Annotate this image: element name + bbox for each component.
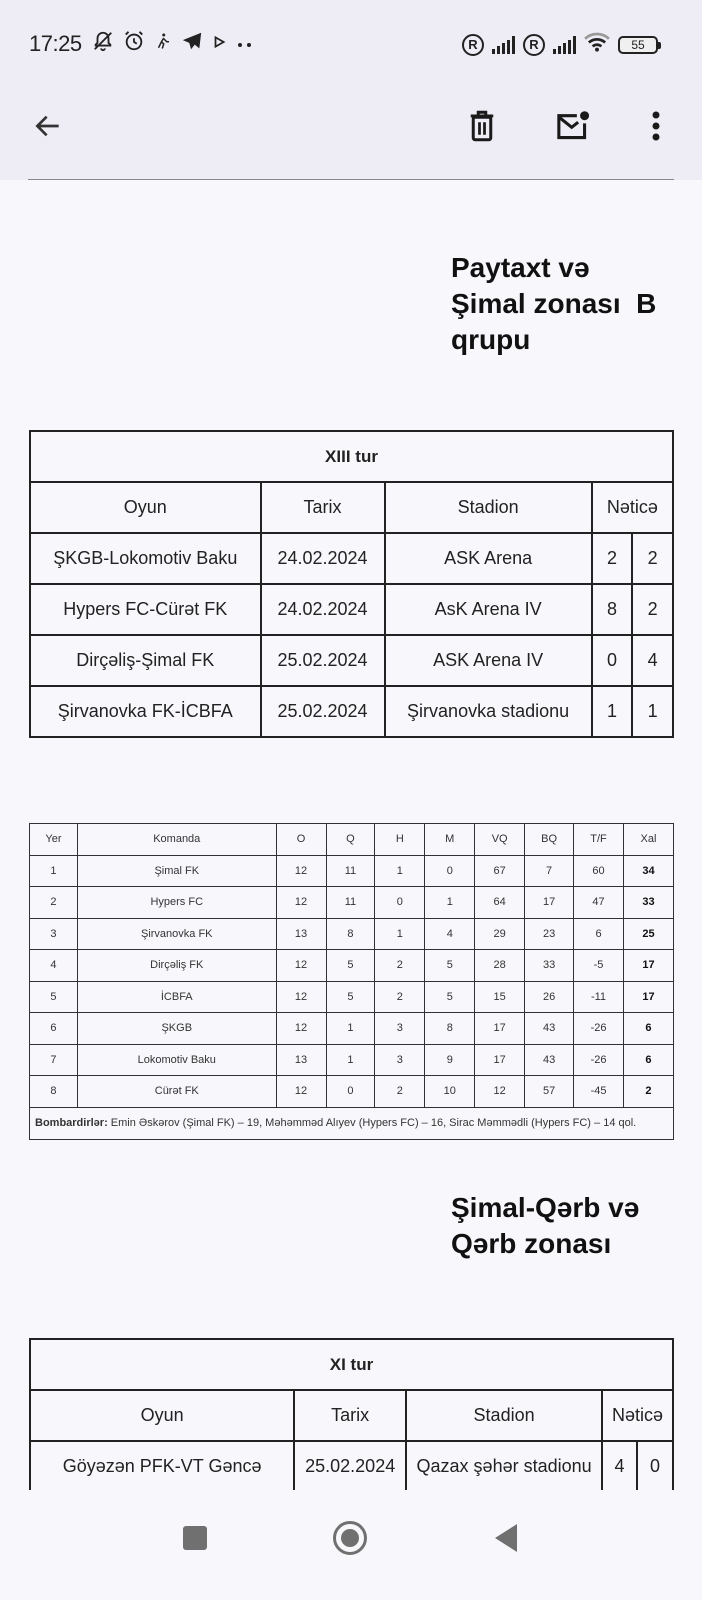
- standings-cell-m: 0: [425, 855, 475, 887]
- standings-cell-tf: 6: [574, 918, 624, 950]
- home-button[interactable]: [326, 1516, 374, 1564]
- match-game: Dirçəliş-Şimal FK: [30, 635, 261, 686]
- table-row: [30, 533, 673, 584]
- col-header-date: Tarix: [261, 482, 385, 533]
- standings-cell-xal: 34: [623, 855, 673, 887]
- match-game: Şirvanovka FK-İCBFA: [30, 686, 261, 737]
- standings-cell-q: 1: [326, 1013, 375, 1045]
- round-row: [30, 1339, 673, 1390]
- standings-cell-komanda: İCBFA: [77, 981, 276, 1013]
- standings-cell-o: 12: [276, 950, 326, 982]
- standings-cell-bq: 23: [525, 918, 574, 950]
- walking-icon: [154, 30, 172, 58]
- back-triangle-icon: [493, 1523, 519, 1558]
- header-row: [30, 1390, 673, 1441]
- standings-cell-vq: 29: [475, 918, 525, 950]
- standings-col-header: Xal: [623, 824, 673, 856]
- match-away-score: 0: [637, 1441, 673, 1492]
- standings-cell-komanda: Lokomotiv Baku: [77, 1044, 276, 1076]
- standings-cell-yer: 8: [30, 1076, 78, 1108]
- matches-table-xi-tur: [29, 1338, 674, 1493]
- standings-cell-xal: 6: [623, 1013, 673, 1045]
- standings-cell-vq: 28: [475, 950, 525, 982]
- standings-cell-q: 1: [326, 1044, 375, 1076]
- standings-cell-m: 8: [425, 1013, 475, 1045]
- match-game: ŞKGB-Lokomotiv Baku: [30, 533, 261, 584]
- standings-cell-q: 0: [326, 1076, 375, 1108]
- standings-cell-m: 10: [425, 1076, 475, 1108]
- header-row: [30, 482, 673, 533]
- system-nav-bar: [0, 1490, 702, 1600]
- standings-cell-h: 2: [375, 1076, 425, 1108]
- match-away-score: 4: [632, 635, 673, 686]
- match-game: Göyəzən PFK-VT Gəncə: [30, 1441, 294, 1492]
- col-header-stadium: Stadion: [385, 482, 592, 533]
- wifi-icon: [584, 32, 610, 57]
- heading-line: Paytaxt və: [451, 252, 590, 283]
- standings-cell-q: 5: [326, 950, 375, 982]
- standings-col-header: VQ: [475, 824, 525, 856]
- table-row: [30, 1076, 674, 1108]
- back-nav-button[interactable]: [482, 1516, 530, 1564]
- table-row: [30, 981, 674, 1013]
- standings-cell-tf: -26: [574, 1013, 624, 1045]
- table-row: [30, 918, 674, 950]
- standings-col-header: M: [425, 824, 475, 856]
- standings-cell-bq: 26: [525, 981, 574, 1013]
- table-row: [30, 950, 674, 982]
- standings-cell-q: 11: [326, 855, 375, 887]
- standings-cell-o: 12: [276, 1013, 326, 1045]
- standings-cell-vq: 17: [475, 1013, 525, 1045]
- match-stadium: ASK Arena: [385, 533, 592, 584]
- matches-table-xiii-tur: [29, 430, 674, 738]
- recents-square-icon: [182, 1525, 208, 1556]
- standings-cell-m: 9: [425, 1044, 475, 1076]
- standings-cell-bq: 17: [525, 887, 574, 919]
- standings-table: [29, 823, 674, 1140]
- arrow-back-icon: [32, 110, 64, 147]
- section-heading-simal-qerb: [451, 1190, 691, 1262]
- standings-cell-xal: 17: [623, 981, 673, 1013]
- standings-cell-yer: 3: [30, 918, 78, 950]
- col-header-result: Nəticə: [602, 1390, 673, 1441]
- standings-cell-tf: 47: [574, 887, 624, 919]
- table-row: [30, 855, 674, 887]
- delete-icon: [467, 109, 497, 148]
- match-date: 25.02.2024: [294, 1441, 406, 1492]
- match-home-score: 8: [592, 584, 633, 635]
- standings-col-header: BQ: [525, 824, 574, 856]
- heading-line: Şimal zonası B: [451, 288, 657, 319]
- standings-cell-komanda: Dirçəliş FK: [77, 950, 276, 982]
- match-home-score: 0: [592, 635, 633, 686]
- standings-cell-h: 3: [375, 1044, 425, 1076]
- standings-cell-tf: -11: [574, 981, 624, 1013]
- mark-unread-icon: [555, 110, 591, 147]
- standings-cell-yer: 5: [30, 981, 78, 1013]
- standings-cell-h: 2: [375, 981, 425, 1013]
- more-dots-icon: [235, 33, 255, 56]
- standings-cell-komanda: Şimal FK: [77, 855, 276, 887]
- more-options-button[interactable]: [632, 104, 680, 152]
- standings-cell-bq: 57: [525, 1076, 574, 1108]
- standings-cell-yer: 1: [30, 855, 78, 887]
- match-stadium: ASK Arena IV: [385, 635, 592, 686]
- standings-cell-m: 5: [425, 981, 475, 1013]
- standings-cell-xal: 2: [623, 1076, 673, 1108]
- match-date: 24.02.2024: [261, 584, 385, 635]
- home-circle-icon: [332, 1520, 368, 1561]
- telegram-icon: [181, 30, 203, 58]
- match-game: Hypers FC-Cürət FK: [30, 584, 261, 635]
- standings-cell-vq: 15: [475, 981, 525, 1013]
- standings-cell-komanda: Şirvanovka FK: [77, 918, 276, 950]
- standings-cell-xal: 6: [623, 1044, 673, 1076]
- standings-cell-bq: 33: [525, 950, 574, 982]
- table-row: [30, 1441, 673, 1492]
- scorers-row: [30, 1107, 674, 1139]
- standings-cell-yer: 7: [30, 1044, 78, 1076]
- standings-cell-komanda: Hypers FC: [77, 887, 276, 919]
- standings-col-header: O: [276, 824, 326, 856]
- match-away-score: 2: [632, 584, 673, 635]
- signal-icon: [492, 36, 515, 54]
- standings-cell-m: 5: [425, 950, 475, 982]
- standings-cell-h: 1: [375, 918, 425, 950]
- standings-col-header: Komanda: [77, 824, 276, 856]
- col-header-result: Nəticə: [592, 482, 673, 533]
- status-left-icons: [92, 30, 255, 58]
- standings-cell-o: 12: [276, 855, 326, 887]
- standings-cell-tf: 60: [574, 855, 624, 887]
- email-divider: [28, 179, 674, 180]
- standings-cell-bq: 7: [525, 855, 574, 887]
- standings-cell-yer: 4: [30, 950, 78, 982]
- match-date: 25.02.2024: [261, 635, 385, 686]
- table-row: [30, 887, 674, 919]
- standings-cell-q: 5: [326, 981, 375, 1013]
- match-date: 25.02.2024: [261, 686, 385, 737]
- standings-cell-yer: 2: [30, 887, 78, 919]
- standings-cell-h: 1: [375, 855, 425, 887]
- heading-line: qrupu: [451, 324, 531, 355]
- round-title: XI tur: [30, 1339, 673, 1390]
- standings-cell-h: 3: [375, 1013, 425, 1045]
- table-row: [30, 1013, 674, 1045]
- table-row: [30, 584, 673, 635]
- standings-cell-o: 13: [276, 1044, 326, 1076]
- more-vert-icon: [651, 110, 661, 147]
- mark-unread-button[interactable]: [549, 104, 597, 152]
- standings-cell-o: 12: [276, 887, 326, 919]
- standings-cell-q: 8: [326, 918, 375, 950]
- standings-cell-xal: 17: [623, 950, 673, 982]
- scorers-text: Emin Əskərov (Şimal FK) – 19, Məhəmməd Alıyev (Hypers FC) – 16, Sirac Məmmədli (Hypers FC) – 14 qol.: [107, 1117, 637, 1129]
- signal-icon: [553, 36, 576, 54]
- match-stadium: Qazax şəhər stadionu: [406, 1441, 602, 1492]
- top-scorers: [30, 1107, 674, 1139]
- standings-cell-h: 0: [375, 887, 425, 919]
- standings-cell-o: 12: [276, 1076, 326, 1108]
- standings-col-header: Q: [326, 824, 375, 856]
- standings-cell-tf: -45: [574, 1076, 624, 1108]
- standings-cell-yer: 6: [30, 1013, 78, 1045]
- standings-cell-o: 12: [276, 981, 326, 1013]
- standings-cell-tf: -26: [574, 1044, 624, 1076]
- standings-cell-xal: 25: [623, 918, 673, 950]
- table-row: [30, 686, 673, 737]
- standings-cell-q: 11: [326, 887, 375, 919]
- round-title: XIII tur: [30, 431, 673, 482]
- scorers-label: Bombardirlər:: [35, 1117, 108, 1129]
- roaming-r-icon: R: [523, 34, 545, 56]
- play-icon: [212, 33, 226, 56]
- col-header-stadium: Stadion: [406, 1390, 602, 1441]
- standings-cell-tf: -5: [574, 950, 624, 982]
- table-row: [30, 1044, 674, 1076]
- standings-cell-vq: 17: [475, 1044, 525, 1076]
- round-row: [30, 431, 673, 482]
- standings-col-header: Yer: [30, 824, 78, 856]
- heading-line: Şimal-Qərb və: [451, 1192, 640, 1223]
- section-heading-paytaxt: [451, 250, 691, 358]
- col-header-date: Tarix: [294, 1390, 406, 1441]
- match-home-score: 2: [592, 533, 633, 584]
- match-home-score: 4: [602, 1441, 637, 1492]
- standings-cell-komanda: Cürət FK: [77, 1076, 276, 1108]
- standings-cell-xal: 33: [623, 887, 673, 919]
- delete-button[interactable]: [458, 104, 506, 152]
- back-button[interactable]: [24, 104, 72, 152]
- standings-cell-m: 4: [425, 918, 475, 950]
- status-bar: [0, 0, 702, 90]
- battery-icon: 55: [618, 36, 658, 54]
- standings-cell-vq: 64: [475, 887, 525, 919]
- alarm-icon: [123, 30, 145, 58]
- status-time: 17:25: [29, 31, 82, 56]
- col-header-game: Oyun: [30, 482, 261, 533]
- heading-line: Qərb zonası: [451, 1228, 612, 1259]
- standings-cell-h: 2: [375, 950, 425, 982]
- match-away-score: 1: [632, 686, 673, 737]
- app-bar: [0, 90, 702, 180]
- standings-col-header: T/F: [574, 824, 624, 856]
- match-away-score: 2: [632, 533, 673, 584]
- match-date: 24.02.2024: [261, 533, 385, 584]
- status-right-icons: [462, 32, 658, 57]
- standings-cell-bq: 43: [525, 1044, 574, 1076]
- standings-cell-o: 13: [276, 918, 326, 950]
- standings-cell-vq: 67: [475, 855, 525, 887]
- standings-cell-vq: 12: [475, 1076, 525, 1108]
- col-header-game: Oyun: [30, 1390, 294, 1441]
- match-stadium: Şirvanovka stadionu: [385, 686, 592, 737]
- standings-cell-komanda: ŞKGB: [77, 1013, 276, 1045]
- match-stadium: AsK Arena IV: [385, 584, 592, 635]
- match-home-score: 1: [592, 686, 633, 737]
- standings-col-header: H: [375, 824, 425, 856]
- table-row: [30, 635, 673, 686]
- roaming-r-icon: R: [462, 34, 484, 56]
- recents-button[interactable]: [171, 1516, 219, 1564]
- standings-header-row: [30, 824, 674, 856]
- standings-cell-m: 1: [425, 887, 475, 919]
- vibrate-off-icon: [92, 30, 114, 58]
- standings-cell-bq: 43: [525, 1013, 574, 1045]
